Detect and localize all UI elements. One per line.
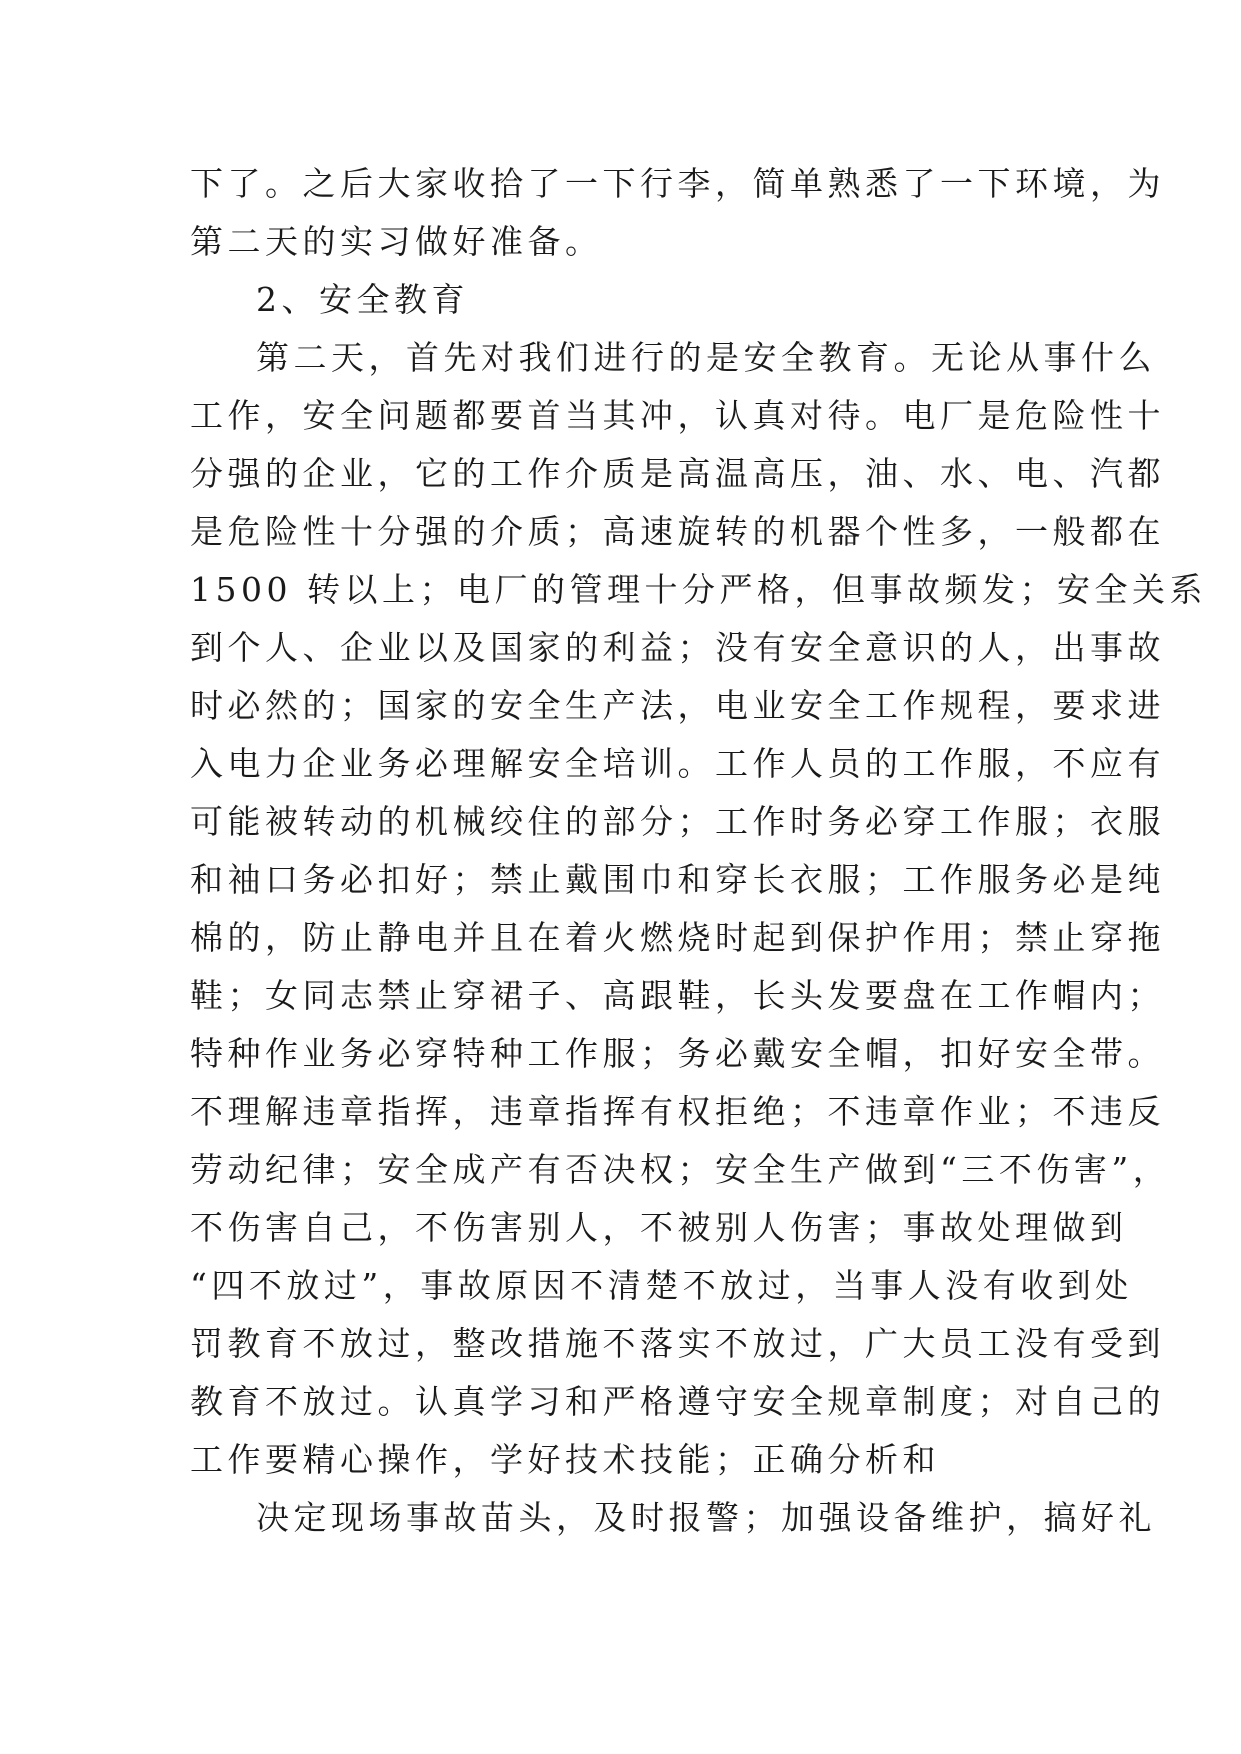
text-line-6: 分强的企业，它的工作介质是高温高压，油、水、电、汽都 [190,454,1165,493]
text-line-2: 第二天的实习做好准备。 [190,222,603,261]
text-line-8: 1500 转以上；电厂的管理十分严格，但事故频发；安全关系 [190,570,1207,609]
text-line-5: 工作，安全问题都要首当其冲，认真对待。电厂是危险性十 [190,396,1165,435]
text-line-15: 鞋；女同志禁止穿裙子、高跟鞋，长头发要盘在工作帽内； [190,976,1165,1015]
text-line-12: 可能被转动的机械绞住的部分；工作时务必穿工作服；衣服 [190,802,1165,841]
text-line-23: 工作要精心操作，学好技术技能；正确分析和 [190,1440,940,1479]
text-line-19: 不伤害自己，不伤害别人，不被别人伤害；事故处理做到 [190,1208,1128,1247]
text-line-20: “四不放过”，事故原因不清楚不放过，当事人没有收到处 [190,1266,1133,1305]
text-line-21: 罚教育不放过，整改措施不落实不放过，广大员工没有受到 [190,1324,1165,1363]
text-line-16: 特种作业务必穿特种工作服；务必戴安全帽，扣好安全带。 [190,1034,1165,1073]
text-line-9: 到个人、企业以及国家的利益；没有安全意识的人，出事故 [190,628,1165,667]
text-line-14: 棉的，防止静电并且在着火燃烧时起到保护作用；禁止穿拖 [190,918,1165,957]
text-line-22: 教育不放过。认真学习和严格遵守安全规章制度；对自己的 [190,1382,1165,1421]
text-line-10: 时必然的；国家的安全生产法，电业安全工作规程，要求进 [190,686,1165,725]
document-body [190,155,1207,1547]
text-line-7: 是危险性十分强的介质；高速旋转的机器个性多，一般都在 [190,512,1165,551]
text-line-4: 第二天，首先对我们进行的是安全教育。无论从事什么 [256,338,1156,377]
text-line-24: 决定现场事故苗头，及时报警；加强设备维护，搞好礼 [256,1498,1156,1537]
text-line-1: 下了。之后大家收拾了一下行李，简单熟悉了一下环境，为 [190,164,1165,203]
text-line-18: 劳动纪律；安全成产有否决权；安全生产做到“三不伤害”， [190,1150,1171,1189]
text-line-17: 不理解违章指挥，违章指挥有权拒绝；不违章作业；不违反 [190,1092,1165,1131]
text-line-11: 入电力企业务必理解安全培训。工作人员的工作服，不应有 [190,744,1165,783]
section-heading: 2、安全教育 [256,280,469,319]
text-line-13: 和袖口务必扣好；禁止戴围巾和穿长衣服；工作服务必是纯 [190,860,1165,899]
